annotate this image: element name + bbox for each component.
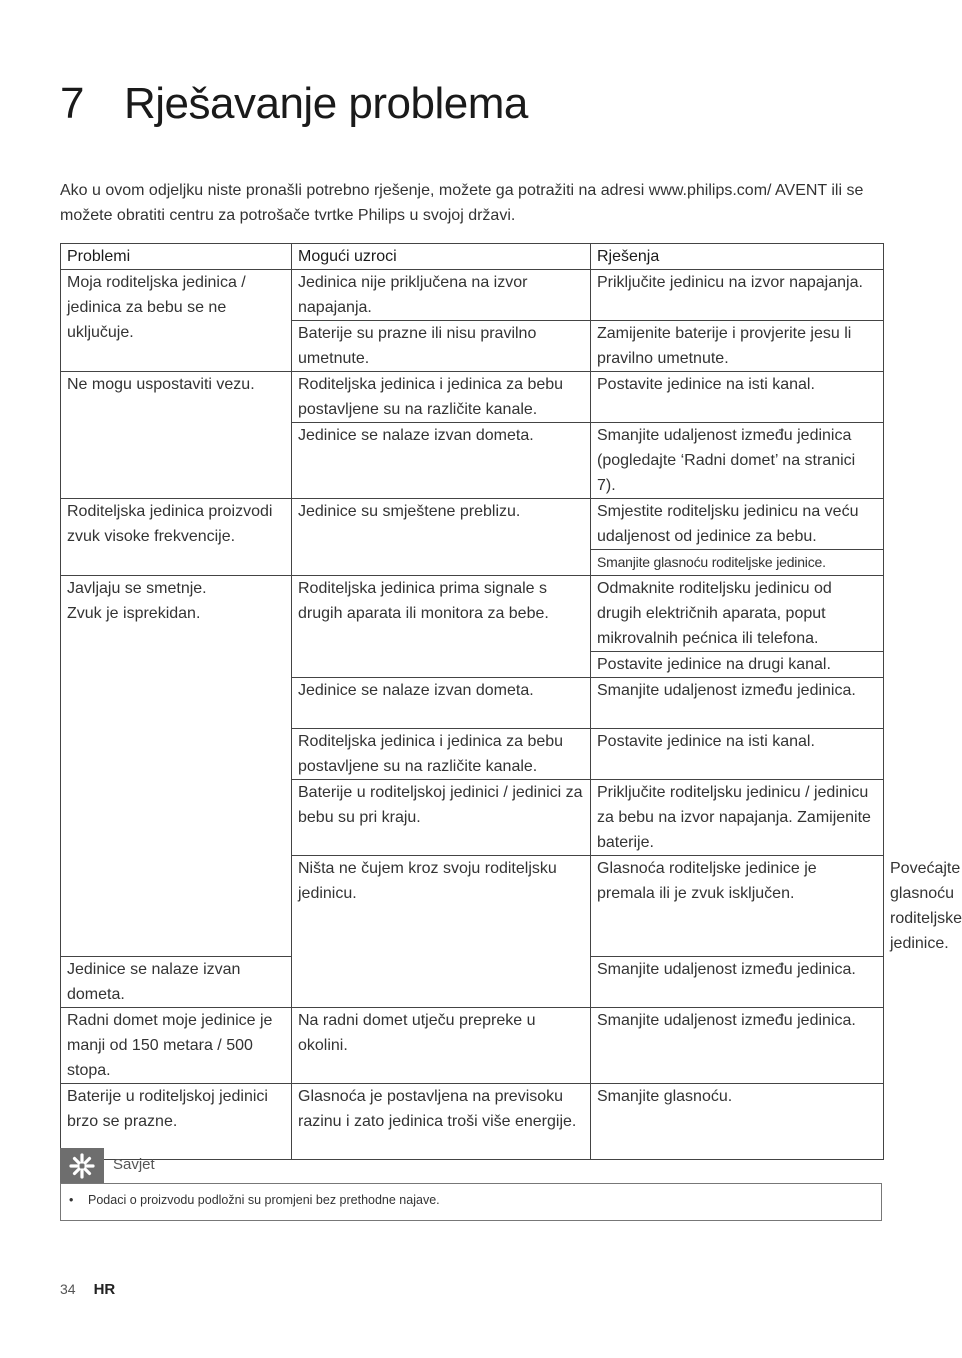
solution-cell: Smanjite glasnoću. [591,1084,884,1160]
solution-cell: Smanjite udaljenost između jedinica. [591,957,884,1008]
cause-cell: Jedinice se nalaze izvan dometa. [61,957,292,1008]
problem-cell: Javljaju se smetnje. Zvuk je isprekidan. [61,576,292,957]
intro-paragraph: Ako u ovom odjeljku niste pronašli potrebno rješenje, možete ga potražiti na adresi www.philips.com/ AVENT ili se možete obratiti centru za potrošače tvrtke Philips u svojoj državi. [60,182,864,224]
solution-cell: Zamijenite baterije i provjerite jesu li pravilno umetnute. [591,321,884,372]
page-number: 34 [60,1281,76,1297]
cause-cell: Roditeljska jedinica i jedinica za bebu postavljene su na različite kanale. [292,729,591,780]
header-problems: Problemi [61,244,292,270]
table-row [61,576,884,652]
problem-cell: Moja roditeljska jedinica / jedinica za bebu se ne uključuje. [61,270,292,372]
table-row [61,1008,884,1084]
cause-cell: Baterije su prazne ili nisu pravilno umetnute. [292,321,591,372]
cause-cell: Jedinice se nalaze izvan dometa. [292,678,591,729]
solution-cell: Priključite jedinicu na izvor napajanja. [591,270,884,321]
cause-cell: Roditeljska jedinica prima signale s drugih aparata ili monitora za bebe. [292,576,591,678]
problem-cell: Ne mogu uspostaviti vezu. [61,372,292,499]
problem-cell: Ništa ne čujem kroz svoju roditeljsku jedinicu. [292,856,591,1008]
solution-cell: Postavite jedinice na drugi kanal. [591,652,884,678]
tip-item-text: Podaci o proizvodu podložni su promjeni bez prethodne najave. [88,1193,440,1207]
problem-cell: Radni domet moje jedinice je manji od 150 metara / 500 stopa. [61,1008,292,1084]
tip-label: Savjet [113,1156,155,1173]
solution-cell: Odmaknite roditeljsku jedinicu od drugih električnih aparata, poput mikrovalnih pećnica ili telefona. [591,576,884,652]
cause-cell: Jedinice su smještene preblizu. [292,499,591,576]
header-solutions: Rješenja [591,244,884,270]
language-code: HR [93,1281,116,1298]
table-header-row [61,244,884,270]
cause-cell: Glasnoća je postavljena na previsoku razinu i zato jedinica troši više energije. [292,1084,591,1160]
page-footer [60,1281,115,1298]
problem-cell: Roditeljska jedinica proizvodi zvuk visoke frekvencije. [61,499,292,576]
solution-cell: Smanjite udaljenost između jedinica. [591,678,884,729]
problem-cell: Baterije u roditeljskoj jedinici brzo se prazne. [61,1084,292,1160]
solution-cell: Postavite jedinice na isti kanal. [591,729,884,780]
solution-cell: Priključite roditeljsku jedinicu / jedinicu za bebu na izvor napajanja. Zamijenite baterije. [591,780,884,856]
tip-header [60,1148,882,1184]
solution-cell: Smanjite udaljenost između jedinica (pogledajte ‘Radni domet’ na stranici 7). [591,423,884,499]
solution-cell: Smanjite udaljenost između jedinica. [591,1008,884,1084]
page-title [60,78,528,130]
cause-cell: Glasnoća roditeljske jedinice je premala ili je zvuk isključen. [591,856,884,957]
cause-cell: Jedinica nije priključena na izvor napajanja. [292,270,591,321]
cause-cell: Baterije u roditeljskoj jedinici / jedinici za bebu su pri kraju. [292,780,591,856]
chapter-number: 7 [60,79,84,128]
table-row [61,499,884,550]
cause-cell: Jedinice se nalaze izvan dometa. [292,423,591,499]
bullet-icon: • [69,1193,74,1207]
header-causes: Mogući uzroci [292,244,591,270]
table-row [61,270,884,321]
cause-cell: Roditeljska jedinica i jedinica za bebu postavljene su na različite kanale. [292,372,591,423]
cause-cell: Na radni domet utječu prepreke u okolini. [292,1008,591,1084]
solution-cell: Smanjite glasnoću roditeljske jedinice. [591,550,884,576]
tip-item [69,1193,440,1207]
solution-cell: Postavite jedinice na isti kanal. [591,372,884,423]
asterisk-flower-icon [60,1148,104,1184]
solution-cell: Smjestite roditeljsku jedinicu na veću udaljenost od jedinice za bebu. [591,499,884,550]
chapter-title: Rješavanje problema [124,79,528,128]
troubleshooting-table [60,243,962,1160]
tip-box [60,1183,882,1221]
table-row [61,372,884,423]
table-row: Ništa ne čujem kroz svoju roditeljsku jedinicu. Glasnoća roditeljske jedinice je premala ili je zvuk isključen. Povećajte glasnoću roditeljske jedinice. [61,856,884,957]
